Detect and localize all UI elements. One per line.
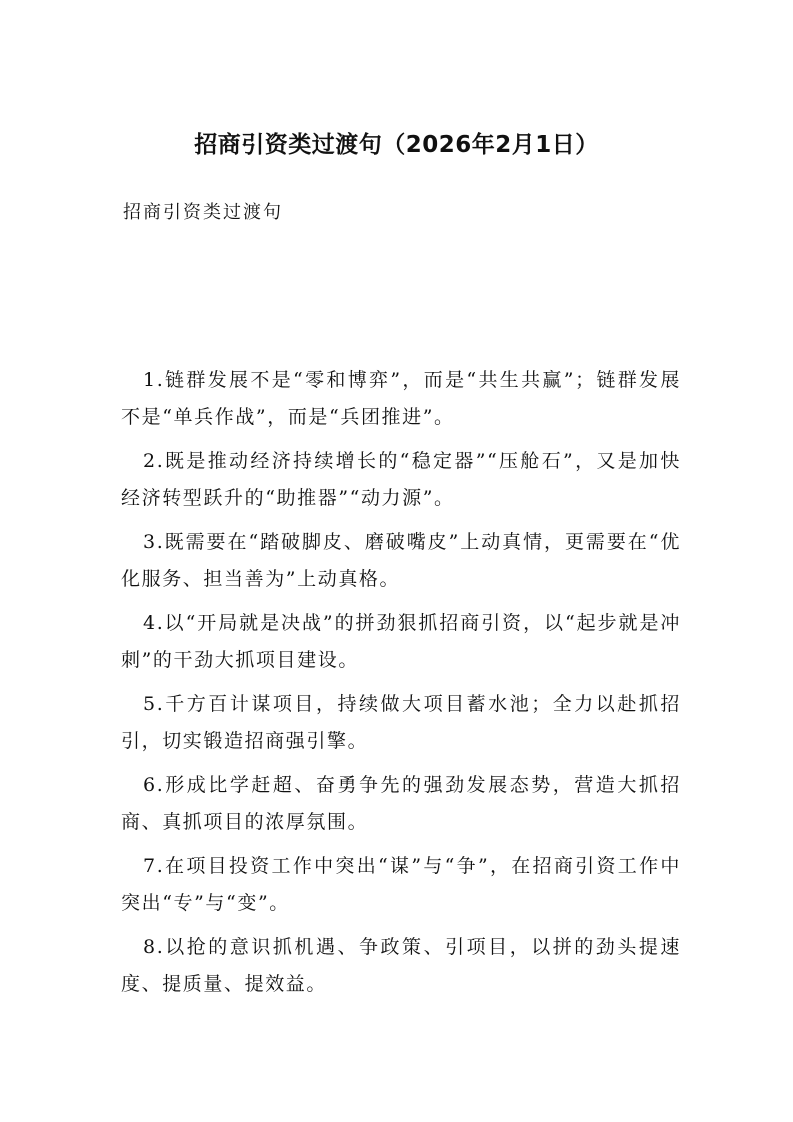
paragraph-item: 3.既需要在“踏破脚皮、磨破嘴皮”上动真情，更需要在“优化服务、担当善为”上动真格。 — [121, 531, 681, 590]
paragraph-item: 1.链群发展不是“零和博弈”，而是“共生共赢”；链群发展不是“单兵作战”，而是“兵团推进”。 — [121, 369, 681, 428]
paragraph-item: 7.在项目投资工作中突出“谋”与“争”，在招商引资工作中突出“专”与“变”。 — [121, 855, 681, 914]
paragraph-item: 5.千方百计谋项目，持续做大项目蓄水池；全力以赴抓招引，切实锻造招商强引擎。 — [121, 693, 681, 752]
paragraph-item: 2.既是推动经济持续增长的“稳定器”“压舱石”，又是加快经济转型跃升的“助推器”“动力源”。 — [121, 450, 681, 509]
document-title: 招商引资类过渡句（2026年2月1日） — [194, 132, 599, 158]
paragraph-item: 8.以抢的意识抓机遇、争政策、引项目，以拼的劲头提速度、提质量、提效益。 — [121, 936, 681, 995]
paragraph-list — [121, 362, 681, 1010]
paragraph-item: 6.形成比学赶超、奋勇争先的强劲发展态势，营造大抓招商、真抓项目的浓厚氛围。 — [121, 774, 681, 833]
paragraph-item: 4.以“开局就是决战”的拼劲狠抓招商引资，以“起步就是冲刺”的干劲大抓项目建设。 — [121, 612, 681, 671]
document-subtitle: 招商引资类过渡句 — [123, 202, 283, 223]
